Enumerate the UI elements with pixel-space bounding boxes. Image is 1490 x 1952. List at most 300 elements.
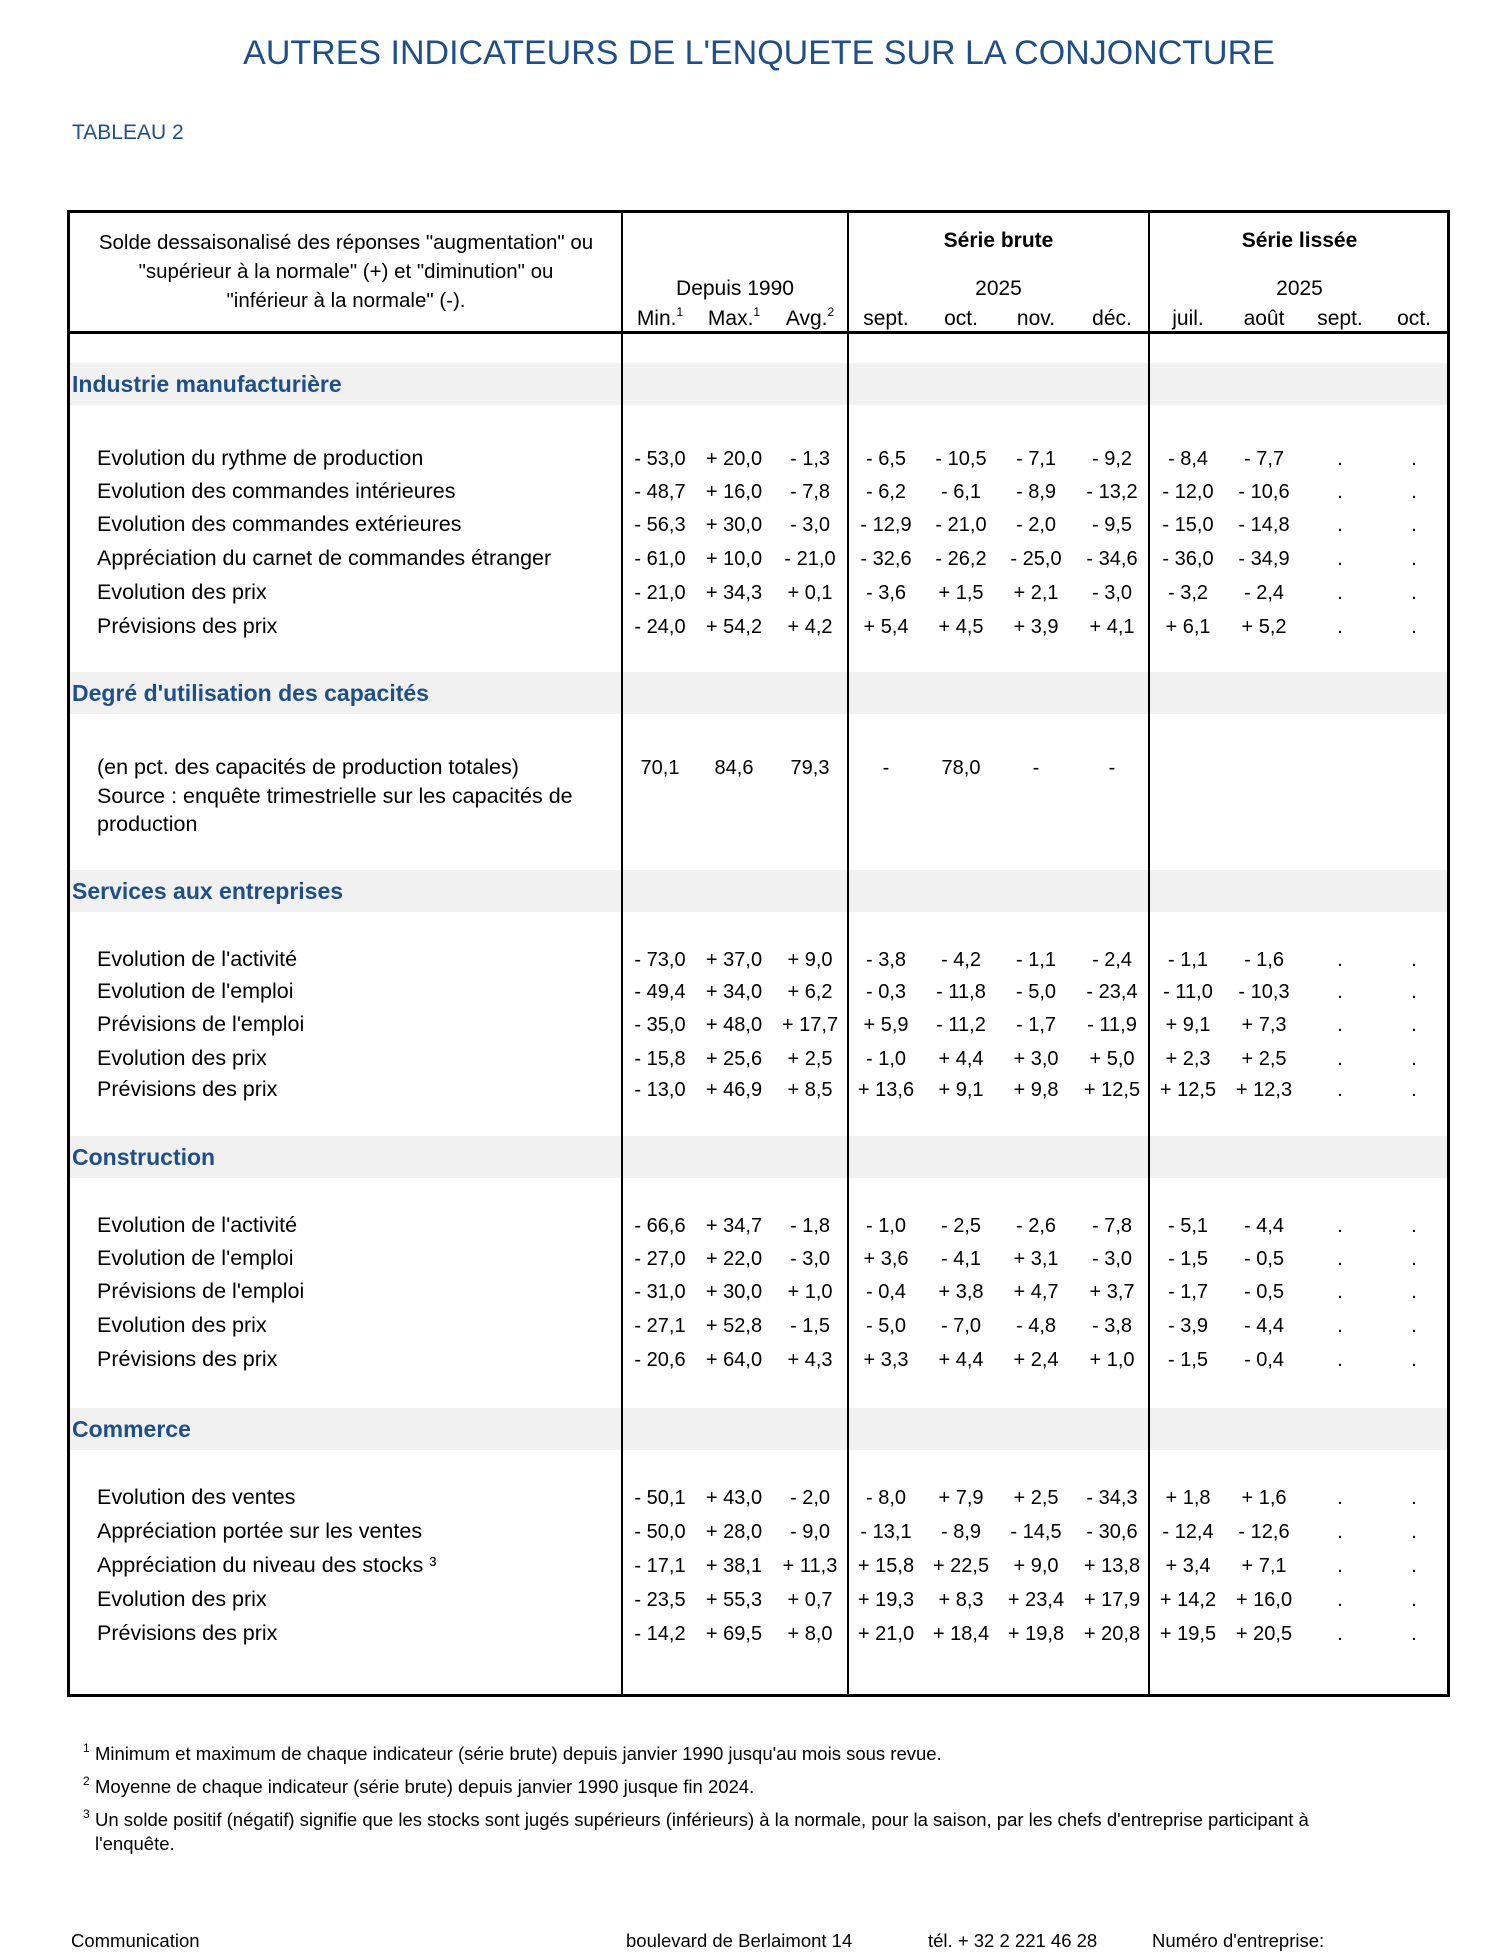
table-cell: . [1337, 1521, 1343, 1543]
table-cell: + 14,2 [1159, 1589, 1217, 1611]
table-cell: - 11,9 [1087, 1014, 1137, 1036]
table-cell: - 5,1 [1167, 1215, 1209, 1237]
table-cell: . [1337, 1623, 1343, 1645]
row-label: Prévisions des prix [97, 1621, 278, 1645]
table-cell: - 1,7 [1015, 1014, 1057, 1036]
year-brute: 2025 [975, 277, 1022, 300]
column-divider [847, 672, 849, 714]
table-cell: + 55,3 [705, 1589, 763, 1611]
footer-department: Communication [71, 1930, 200, 1951]
table-cell: - 3,8 [1091, 1315, 1133, 1337]
table-cell: + 69,5 [705, 1623, 763, 1645]
table-cell: + 43,0 [705, 1487, 763, 1509]
table-cell: . [1337, 1555, 1343, 1577]
column-header-brute-month: oct. [944, 307, 978, 330]
table-cell: + 7,3 [1241, 1014, 1287, 1036]
footnote-text: l'enquête. [95, 1833, 175, 1854]
table-cell: - 34,9 [1238, 548, 1290, 570]
table-cell: + 1,0 [1089, 1349, 1135, 1371]
row-label: Evolution des prix [97, 1587, 267, 1611]
serie-brute-label: Série brute [943, 229, 1054, 252]
column-divider [621, 1136, 623, 1178]
column-divider [1148, 870, 1150, 912]
row-label: Appréciation portée sur les ventes [97, 1519, 423, 1543]
page-title: AUTRES INDICATEURS DE L'ENQUETE SUR LA CONJONCTURE [243, 34, 1275, 72]
table-cell: . [1337, 481, 1343, 503]
table-cell: - 8,9 [940, 1521, 982, 1543]
table-cell: + 28,0 [705, 1521, 763, 1543]
table-cell: + 12,5 [1159, 1079, 1217, 1101]
column-header-avg [772, 307, 848, 331]
footnote-number: 1 [83, 1741, 90, 1755]
table-cell: + 20,5 [1235, 1623, 1293, 1645]
table-cell: . [1337, 1487, 1343, 1509]
table-cell: - 49,4 [634, 981, 686, 1003]
table-cell: + 30,0 [705, 1281, 763, 1303]
table-cell: . [1337, 616, 1343, 638]
column-header-brute-month: nov. [1016, 307, 1056, 330]
row-label: Appréciation du niveau des stocks ³ [97, 1553, 437, 1577]
table-cell: - 15,8 [634, 1048, 686, 1070]
column-header-brute-month: déc. [1092, 307, 1132, 330]
table-cell: - 13,0 [634, 1079, 686, 1101]
table-cell: - 0,5 [1243, 1248, 1285, 1270]
table-cell: . [1411, 1215, 1417, 1237]
table-cell: + 22,5 [932, 1555, 990, 1577]
table-cell: + 19,8 [1007, 1623, 1065, 1645]
table-cell: - 8,9 [1015, 481, 1057, 503]
table-cell: - 0,4 [1243, 1349, 1285, 1371]
table-cell: + 20,0 [705, 448, 763, 470]
table-cell: - 4,2 [940, 949, 982, 971]
table-cell: . [1337, 981, 1343, 1003]
table-cell: + 9,8 [1013, 1079, 1059, 1101]
table-cell: - 14,5 [1010, 1521, 1062, 1543]
table-cell: + 46,9 [705, 1079, 763, 1101]
table-cell: + 3,9 [1013, 616, 1059, 638]
table-cell: - 0,3 [865, 981, 907, 1003]
table-cell: + 3,0 [1013, 1048, 1059, 1070]
table-cell: - 5,0 [1015, 981, 1057, 1003]
table-cell: . [1337, 949, 1343, 971]
table-cell: - 6,5 [865, 448, 907, 470]
table-cell: + 4,3 [787, 1349, 833, 1371]
table-cell: + 34,3 [705, 582, 763, 604]
table-cell: - 11,8 [936, 981, 986, 1003]
table-cell: . [1337, 582, 1343, 604]
table-cell: + 19,5 [1159, 1623, 1217, 1645]
table-cell: - 36,0 [1162, 548, 1214, 570]
table-cell: . [1337, 448, 1343, 470]
table-cell: - 1,5 [1167, 1349, 1209, 1371]
table-cell: - 7,7 [1243, 448, 1285, 470]
table-cell: - 8,0 [865, 1487, 907, 1509]
table-cell: - 21,0 [935, 514, 987, 536]
table-cell: . [1411, 981, 1417, 1003]
column-divider [1148, 1408, 1150, 1450]
table-cell: + 5,9 [863, 1014, 909, 1036]
table-cell: + 2,3 [1165, 1048, 1211, 1070]
table-cell: . [1411, 448, 1417, 470]
table-cell: - 21,0 [634, 582, 686, 604]
table-cell: - 1,1 [1167, 949, 1209, 971]
footnote-number: 3 [83, 1807, 90, 1821]
footnote-marker: 2 [827, 305, 835, 319]
table-cell: - 10,5 [935, 448, 987, 470]
table-cell: - 17,1 [634, 1555, 686, 1577]
table-cell: - 35,0 [634, 1014, 686, 1036]
table-cell: + 0,7 [787, 1589, 833, 1611]
table-cell: - 7,8 [789, 481, 831, 503]
table-cell: - 12,0 [1162, 481, 1214, 503]
header-description-line: "inférieur à la normale" (-). [226, 289, 466, 312]
table-cell: - 4,4 [1243, 1215, 1285, 1237]
section-title: Degré d'utilisation des capacités [72, 680, 429, 706]
table-cell: - 2,0 [789, 1487, 831, 1509]
footnote-1 [83, 1741, 942, 1766]
table-cell: + 8,5 [787, 1079, 833, 1101]
table-cell: + 12,3 [1235, 1079, 1293, 1101]
table-cell: + 18,4 [932, 1623, 990, 1645]
table-cell: + 4,1 [1089, 616, 1135, 638]
column-divider [847, 1408, 849, 1450]
table-cell: + 1,8 [1165, 1487, 1211, 1509]
table-cell: + 2,5 [1013, 1487, 1059, 1509]
table-cell: + 52,8 [705, 1315, 763, 1337]
section-title: Construction [72, 1144, 216, 1170]
table-cell: - 1,5 [1167, 1248, 1209, 1270]
table-cell: - 13,2 [1086, 481, 1138, 503]
table-cell: . [1337, 1315, 1343, 1337]
table-cell: - 7,1 [1015, 448, 1057, 470]
row-label: Evolution des prix [97, 580, 267, 604]
table-cell: . [1411, 481, 1417, 503]
table-cell: + 6,1 [1165, 616, 1211, 638]
table-cell: + 1,0 [787, 1281, 833, 1303]
table-cell: 78,0 [941, 757, 981, 779]
row-label: Prévisions des prix [97, 1077, 278, 1101]
column-divider [1148, 363, 1150, 405]
table-cell: + 9,1 [1165, 1014, 1211, 1036]
table-cell: - 25,0 [1010, 548, 1062, 570]
footnote-marker: 1 [753, 305, 761, 319]
table-cell: - 50,0 [634, 1521, 686, 1543]
table-cell: - 12,9 [860, 514, 912, 536]
table-cell: - 3,0 [1091, 582, 1133, 604]
table-cell: - [1032, 757, 1040, 779]
table-cell: + 3,3 [863, 1349, 909, 1371]
table-cell: - 61,0 [634, 548, 686, 570]
table-cell: - 30,6 [1086, 1521, 1138, 1543]
table-cell: - 13,1 [860, 1521, 912, 1543]
footer-phone: tél. + 32 2 221 46 28 [928, 1930, 1098, 1951]
table-cell: - 27,1 [634, 1315, 686, 1337]
table-cell: + 13,6 [857, 1079, 915, 1101]
table-cell: - 2,4 [1091, 949, 1133, 971]
table-cell: + 4,4 [938, 1048, 984, 1070]
column-divider [621, 1408, 623, 1450]
row-label: Evolution des commandes extérieures [97, 512, 462, 536]
table-cell: + 12,5 [1083, 1079, 1141, 1101]
table-cell: - 0,5 [1243, 1281, 1285, 1303]
table-cell: + 34,0 [705, 981, 763, 1003]
table-cell: + 48,0 [705, 1014, 763, 1036]
table-cell: - 10,6 [1238, 481, 1290, 503]
column-divider [621, 363, 623, 405]
serie-lissee-label: Série lissée [1241, 229, 1358, 252]
table-cell: - 1,5 [789, 1315, 831, 1337]
table-cell: + 25,6 [705, 1048, 763, 1070]
table-cell: + 16,0 [1235, 1589, 1293, 1611]
table-cell: - 3,0 [789, 514, 831, 536]
table-cell: . [1337, 1349, 1343, 1371]
table-cell: - 7,8 [1091, 1215, 1133, 1237]
column-header-lissee-month: oct. [1397, 307, 1431, 330]
footnote-text: Un solde positif (négatif) signifie que les stocks sont jugés supérieurs (inférieurs) à la normale, pour la saison, par les chefs d'entreprise participant à [95, 1809, 1309, 1830]
table-cell: + 8,3 [938, 1589, 984, 1611]
table-cell: - 3,9 [1167, 1315, 1209, 1337]
table-cell: + 7,9 [938, 1487, 984, 1509]
table-cell: + 30,0 [705, 514, 763, 536]
table-cell: - 2,4 [1243, 582, 1285, 604]
table-cell: . [1411, 582, 1417, 604]
table-cell: . [1337, 1215, 1343, 1237]
table-cell: - 6,1 [940, 481, 982, 503]
footnote-text: Minimum et maximum de chaque indicateur (série brute) depuis janvier 1990 jusqu'au mois sous revue. [95, 1743, 942, 1764]
row-label: Evolution du rythme de production [97, 446, 424, 470]
table-cell: + 3,7 [1089, 1281, 1135, 1303]
table-cell: . [1411, 1521, 1417, 1543]
footnote-marker: 1 [676, 305, 684, 319]
table-cell: + 5,0 [1089, 1048, 1135, 1070]
column-divider [847, 363, 849, 405]
row-label: (en pct. des capacités de production totales) [97, 755, 519, 779]
footnote-2 [83, 1774, 755, 1799]
table-cell: - 32,6 [860, 548, 912, 570]
table-cell: - 34,3 [1086, 1487, 1138, 1509]
table-cell: - 31,0 [634, 1281, 686, 1303]
table-cell: - 10,3 [1238, 981, 1290, 1003]
table-cell: . [1337, 514, 1343, 536]
table-cell: - 8,4 [1167, 448, 1209, 470]
table-cell: . [1411, 616, 1417, 638]
table-cell: . [1337, 1079, 1343, 1101]
table-cell: - 1,0 [865, 1215, 907, 1237]
table-cell: + 9,0 [1013, 1555, 1059, 1577]
table-cell: . [1411, 1248, 1417, 1270]
table-cell: - 23,4 [1086, 981, 1138, 1003]
table-cell: + 1,5 [938, 582, 984, 604]
table-cell: - 4,4 [1243, 1315, 1285, 1337]
column-header-lissee-month: juil. [1172, 307, 1204, 330]
table-cell: + 54,2 [705, 616, 763, 638]
table-cell: - [1108, 757, 1116, 779]
header-description [70, 228, 622, 315]
table-cell: - 12,6 [1238, 1521, 1290, 1543]
table-cell: + 17,7 [781, 1014, 839, 1036]
table-cell: - 73,0 [634, 949, 686, 971]
table-cell: . [1337, 1281, 1343, 1303]
table-cell: - 23,5 [634, 1589, 686, 1611]
table-cell: + 20,8 [1083, 1623, 1141, 1645]
year-lissee: 2025 [1276, 277, 1323, 300]
table-cell: + 9,1 [938, 1079, 984, 1101]
table-cell: + 10,0 [705, 548, 763, 570]
row-label: Evolution de l'activité [97, 947, 298, 971]
table-cell: + 2,1 [1013, 582, 1059, 604]
table-cell: - 1,3 [789, 448, 831, 470]
row-label: Evolution des ventes [97, 1485, 296, 1509]
row-label: Appréciation du carnet de commandes étranger [97, 546, 552, 570]
footnote-3 [83, 1807, 1309, 1856]
section-band [70, 1136, 1447, 1178]
table-cell: - 27,0 [634, 1248, 686, 1270]
table-cell: - 9,5 [1091, 514, 1133, 536]
table-cell: + 1,6 [1241, 1487, 1287, 1509]
column-header-label: Min. [636, 307, 677, 330]
section-title: Industrie manufacturière [72, 371, 342, 397]
table-cell: + 23,4 [1007, 1589, 1065, 1611]
table-cell: . [1337, 1248, 1343, 1270]
table-cell: - 21,0 [784, 548, 836, 570]
row-label-note: Source : enquête trimestrielle sur les capacités de [97, 784, 573, 808]
table-cell: - 2,6 [1015, 1215, 1057, 1237]
table-cell: - 5,0 [865, 1315, 907, 1337]
row-label: Evolution des prix [97, 1046, 267, 1070]
table-cell: - 3,0 [789, 1248, 831, 1270]
table-cell: - 3,6 [865, 582, 907, 604]
table-cell: - 12,4 [1162, 1521, 1214, 1543]
table-cell: - 48,7 [634, 481, 686, 503]
footnote-number: 2 [83, 1774, 90, 1788]
table-cell: - [882, 757, 890, 779]
table-cell: - 2,5 [940, 1215, 982, 1237]
table-cell: . [1337, 1014, 1343, 1036]
table-cell: - 1,8 [789, 1215, 831, 1237]
table-cell: . [1411, 1349, 1417, 1371]
table-cell: + 0,1 [787, 582, 833, 604]
table-cell: + 3,1 [1013, 1248, 1059, 1270]
header-description-line: Solde dessaisonalisé des réponses "augmentation" ou [98, 231, 594, 254]
table-cell: + 2,5 [787, 1048, 833, 1070]
column-header-lissee-month: sept. [1317, 307, 1363, 330]
column-header-max [696, 307, 772, 331]
row-label: Evolution de l'emploi [97, 979, 294, 1003]
column-header-lissee-month: août [1243, 307, 1285, 330]
table-cell: + 8,0 [787, 1623, 833, 1645]
row-label: Prévisions de l'emploi [97, 1279, 305, 1303]
row-label: Evolution des commandes intérieures [97, 479, 456, 503]
table-cell: + 16,0 [705, 481, 763, 503]
footnote-text: Moyenne de chaque indicateur (série brute) depuis janvier 1990 jusque fin 2024. [95, 1776, 755, 1797]
table-cell: + 9,0 [787, 949, 833, 971]
row-label: Prévisions de l'emploi [97, 1012, 305, 1036]
table-cell: . [1411, 949, 1417, 971]
table-cell: . [1337, 1048, 1343, 1070]
table-cell: - 24,0 [634, 616, 686, 638]
row-label: Prévisions des prix [97, 614, 278, 638]
table-cell: - 14,2 [634, 1623, 686, 1645]
table-cell: 79,3 [790, 757, 830, 779]
section-band [70, 1408, 1447, 1450]
table-cell: . [1411, 1079, 1417, 1101]
table-cell: + 4,7 [1013, 1281, 1059, 1303]
column-header-label: Max. [707, 307, 754, 330]
section-title: Services aux entreprises [72, 878, 344, 904]
table-cell: - 56,3 [634, 514, 686, 536]
table-cell: - 1,0 [865, 1048, 907, 1070]
table-cell: - 66,6 [634, 1215, 686, 1237]
table-cell: - 11,2 [936, 1014, 986, 1036]
table-cell: - 14,8 [1238, 514, 1290, 536]
table-cell: + 4,2 [787, 616, 833, 638]
column-divider [847, 870, 849, 912]
table-cell: - 4,8 [1015, 1315, 1057, 1337]
table-cell: + 13,8 [1083, 1555, 1141, 1577]
table-label: TABLEAU 2 [72, 121, 184, 144]
table-cell: . [1411, 1315, 1417, 1337]
table-cell: + 37,0 [705, 949, 763, 971]
table-cell: . [1411, 548, 1417, 570]
table-cell: + 6,2 [787, 981, 833, 1003]
table-cell: . [1411, 1589, 1417, 1611]
table-cell: . [1411, 1487, 1417, 1509]
row-label: Evolution de l'emploi [97, 1246, 294, 1270]
section-title: Commerce [72, 1416, 191, 1442]
table-cell: . [1337, 1589, 1343, 1611]
column-divider [1148, 672, 1150, 714]
header-divider [67, 331, 1450, 334]
table-cell: . [1337, 548, 1343, 570]
table-cell: + 34,7 [705, 1215, 763, 1237]
table-cell: . [1411, 1014, 1417, 1036]
table-cell: - 11,0 [1163, 981, 1213, 1003]
table-cell: + 5,2 [1241, 616, 1287, 638]
table-cell: - 1,1 [1015, 949, 1057, 971]
table-cell: . [1411, 1048, 1417, 1070]
column-header-min [622, 307, 698, 331]
column-divider [847, 1136, 849, 1178]
table-cell: + 64,0 [705, 1349, 763, 1371]
header-description-line: "supérieur à la normale" (+) et "diminution" ou [138, 260, 554, 283]
table-cell: - 9,2 [1091, 448, 1133, 470]
column-header-label: Avg. [785, 307, 828, 330]
table-cell: - 1,6 [1243, 949, 1285, 971]
table-cell: + 5,4 [863, 616, 909, 638]
column-header-brute-month: sept. [863, 307, 909, 330]
table-cell: + 4,4 [938, 1349, 984, 1371]
row-label: Prévisions des prix [97, 1347, 278, 1371]
table-cell: + 3,6 [863, 1248, 909, 1270]
row-label: Evolution de l'activité [97, 1213, 298, 1237]
table-cell: - 9,0 [789, 1521, 831, 1543]
row-label-note: production [97, 812, 198, 836]
table-cell: - 26,2 [935, 548, 987, 570]
table-cell: - 3,2 [1167, 582, 1209, 604]
table-cell: - 2,0 [1015, 514, 1057, 536]
table-cell: - 1,7 [1167, 1281, 1209, 1303]
table-cell: + 19,3 [857, 1589, 915, 1611]
table-cell: . [1411, 1281, 1417, 1303]
footer-address: boulevard de Berlaimont 14 [626, 1930, 853, 1951]
table-cell: + 17,9 [1083, 1589, 1141, 1611]
table-cell: + 3,8 [938, 1281, 984, 1303]
footer-company-number: Numéro d'entreprise: [1152, 1930, 1325, 1951]
since-1990-label: Depuis 1990 [676, 277, 794, 300]
table-cell: - 53,0 [634, 448, 686, 470]
table-cell: - 0,4 [865, 1281, 907, 1303]
table-cell: . [1411, 514, 1417, 536]
